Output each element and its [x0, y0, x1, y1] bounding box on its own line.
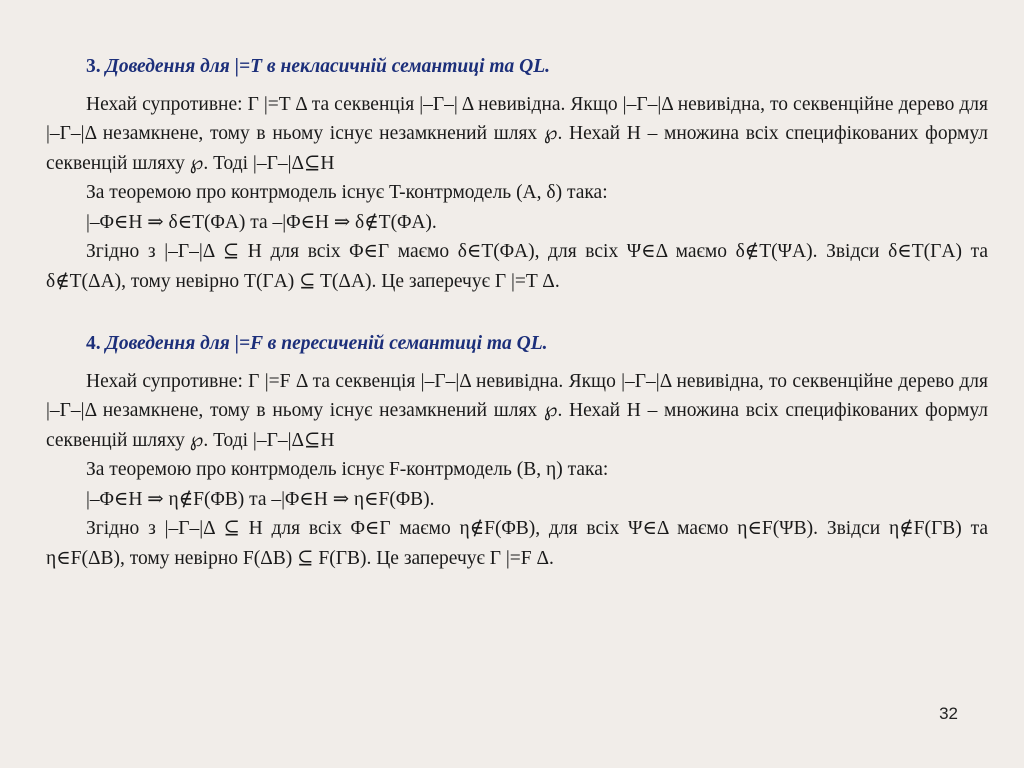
- section-4-title: [46, 329, 988, 359]
- section-3-title: [46, 52, 988, 82]
- section-3-title-text: Доведення для |=T в некласичній семантиці та QL.: [105, 56, 551, 77]
- section-4-paragraph-1: Нехай супротивне: Γ |=F Δ та секвенція |–Γ–|Δ невивідна. Якщо |–Γ–|Δ невивідна, то секвенційне дерево для |–Γ–|Δ незамкнене, тому в ньому існує незамкнений шлях ℘. Нехай H – множина всіх специфікованих формул секвенцій шляху ℘. Тоді |–Γ–|Δ⊆H: [46, 370, 988, 451]
- section-4-formula: |–Φ∈H ⇒ η∉F(ΦB) та –|Φ∈H ⇒ η∈F(ΦB).: [86, 488, 435, 510]
- section-4-paragraph-3: Згідно з |–Γ–|Δ ⊆ H для всіх Φ∈Γ маємо η∉F(ΦB), для всіх Ψ∈Δ маємо η∈F(ΨB). Звідси η∉F(ΓB) та η∈F(ΔB), тому невірно F(ΔB) ⊆ F(ΓB). Це заперечує Γ |=F Δ.: [46, 518, 988, 569]
- section-4-number: 4.: [86, 333, 106, 354]
- section-3-paragraph-1: Нехай супротивне: Γ |=T Δ та секвенція |–Γ–| Δ невивідна. Якщо |–Γ–|Δ невивідна, то секвенційне дерево для |–Γ–|Δ незамкнене, тому в ньому існує незамкнений шлях ℘. Нехай H – множина всіх специфікованих формул секвенцій шляху ℘. Тоді |–Γ–|Δ⊆H: [46, 93, 988, 174]
- section-3-paragraph-3: Згідно з |–Γ–|Δ ⊆ H для всіх Φ∈Γ маємо δ∈T(ΦA), для всіх Ψ∈Δ маємо δ∉T(ΨA). Звідси δ∈T(ΓA) та δ∉T(ΔA), тому невірно T(ΓA) ⊆ T(ΔA). Це заперечує Γ |=T Δ.: [46, 241, 988, 292]
- section-4-paragraph-2: За теоремою про контрмодель існує F-контрмодель (B, η) така:: [86, 459, 609, 480]
- slide-content: [46, 52, 988, 573]
- section-3-formula: |–Φ∈H ⇒ δ∈T(ΦA) та –|Φ∈H ⇒ δ∉T(ΦA).: [86, 211, 437, 233]
- page-number: 32: [939, 704, 958, 723]
- section-3-paragraph-2: За теоремою про контрмодель існує T-контрмодель (A, δ) така:: [86, 182, 608, 203]
- section-4-title-text: Доведення для |=F в пересиченій семантиці та QL.: [105, 333, 548, 354]
- section-spacer: [46, 296, 988, 329]
- section-3-number: 3.: [86, 56, 106, 77]
